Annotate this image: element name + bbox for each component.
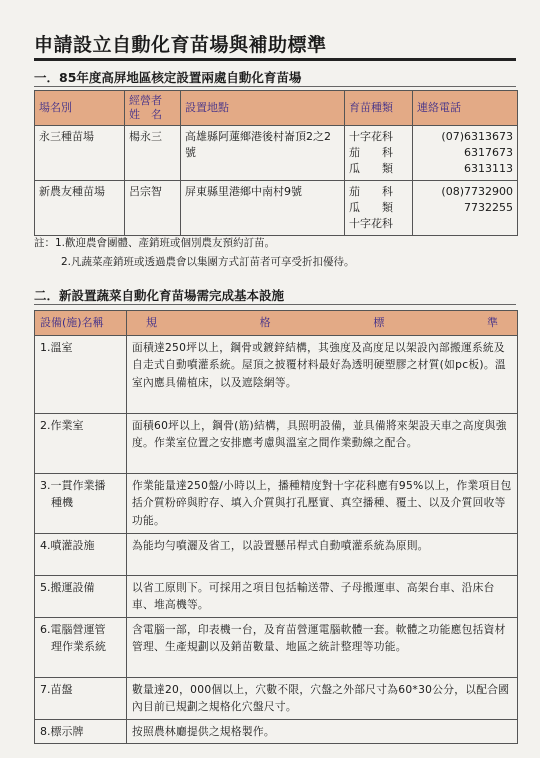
facility-spec: 面積達250坪以上，鋼骨或鍍鋅結構，其強度及高度足以架設內部搬運系統及自走式自動噴灌系統。屋頂之披覆材料最好為透明硬塑膠之材質(如pc板)。溫室內應具備植床，以及遮陰網等。 <box>127 335 518 413</box>
header-spec <box>127 311 518 336</box>
facility-name: 7.苗盤 <box>35 677 127 719</box>
header-spec-char: 規 <box>146 316 157 329</box>
facility-table <box>34 310 518 744</box>
facility-name: 6.電腦營運管 理作業系統 <box>35 617 127 677</box>
header-item: 設備(施)名稱 <box>35 311 127 336</box>
header-spec-char: 格 <box>259 316 271 329</box>
facility-spec: 以省工原則下。可採用之項目包括輸送帶、子母搬運車、高架台車、沿床台車、堆高機等。 <box>127 575 518 617</box>
facility-spec: 數量達20，000個以上，穴數不限，穴盤之外部尺寸為60*30公分，以配合國內目前已規劃之規格化穴盤尺寸。 <box>127 677 518 719</box>
facility-name: 3.一貫作業播 種機 <box>35 473 127 533</box>
facility-name: 4.噴灌設施 <box>35 533 127 575</box>
seedling-type: 茄 科 <box>349 146 393 159</box>
header-location: 設置地點 <box>181 91 345 126</box>
phone-number: 6313113 <box>464 162 513 175</box>
table-row <box>35 677 518 719</box>
section1-rule <box>34 86 516 87</box>
farm-phones <box>413 126 518 181</box>
facility-table-header <box>35 311 518 336</box>
phone-number: 7732255 <box>464 201 513 214</box>
note-2: 2.凡蔬菜產銷班或透過農會以集團方式訂苗者可享受折扣優待。 <box>61 256 355 268</box>
section2-heading: 二．新設置蔬菜自動化育苗場需完成基本設施 <box>34 288 285 303</box>
page-title: 申請設立自動化育苗場與補助標準 <box>34 34 327 56</box>
header-spec-char: 準 <box>486 316 498 329</box>
farm-name: 永三種苗場 <box>35 126 125 181</box>
farm-operator: 呂宗智 <box>125 181 181 236</box>
header-operator: 經營者 姓 名 <box>125 91 181 126</box>
farm-table <box>34 90 518 236</box>
facility-name: 8.標示牌 <box>35 719 127 744</box>
section2-rule <box>34 304 516 305</box>
table-row <box>35 335 518 413</box>
phone-number: (08)7732900 <box>441 185 513 198</box>
table-row <box>35 473 518 533</box>
table-row <box>35 719 518 744</box>
section1-heading: 一．85年度高屏地區核定設置兩處自動化育苗場 <box>34 70 302 85</box>
seedling-type: 十字花科 <box>349 217 393 230</box>
farm-phones <box>413 181 518 236</box>
header-phone: 連絡電話 <box>413 91 518 126</box>
facility-spec: 含電腦一部，印表機一台，及育苗營運電腦軟體一套。軟體之功能應包括資材管理、生產規劃以及銷苗數量、地區之統計整理等功能。 <box>127 617 518 677</box>
phone-number: 6317673 <box>464 146 513 159</box>
facility-name: 1.溫室 <box>35 335 127 413</box>
phone-number: (07)6313673 <box>441 130 513 143</box>
table-row <box>35 575 518 617</box>
table-row <box>35 126 518 181</box>
table-row <box>35 617 518 677</box>
facility-spec: 面積60坪以上，鋼骨(筋)結構，具照明設備，並具備將來架設天車之高度與強度。作業室位置之安排應考慮與溫室之間作業動線之配合。 <box>127 413 518 473</box>
header-name: 場名別 <box>35 91 125 126</box>
notes <box>34 234 355 272</box>
table-row <box>35 533 518 575</box>
header-seedling: 育苗種類 <box>345 91 413 126</box>
seedling-type: 瓜 類 <box>349 162 393 175</box>
facility-name: 5.搬運設備 <box>35 575 127 617</box>
farm-location: 高雄縣阿蓮鄉港後村崙頂2之2號 <box>181 126 345 181</box>
farm-operator: 楊永三 <box>125 126 181 181</box>
facility-spec: 為能均勻噴灑及省工，以設置懸吊桿式自動噴灌系統為原則。 <box>127 533 518 575</box>
farm-name: 新農友種苗場 <box>35 181 125 236</box>
facility-spec: 按照農林廳提供之規格製作。 <box>127 719 518 744</box>
seedling-type: 十字花科 <box>349 130 393 143</box>
farm-seedlings <box>345 181 413 236</box>
table-row <box>35 181 518 236</box>
table-row <box>35 413 518 473</box>
title-rule <box>34 58 516 61</box>
header-spec-char: 標 <box>373 316 385 329</box>
farm-table-header <box>35 91 518 126</box>
facility-name: 2.作業室 <box>35 413 127 473</box>
facility-spec: 作業能量達250盤/小時以上，播種精度對十字花科應有95%以上，作業項目包括介質粉碎與貯存、填入介質與打孔壓實、真空播種、覆土、以及介質回收等功能。 <box>127 473 518 533</box>
seedling-type: 瓜 類 <box>349 201 393 214</box>
seedling-type: 茄 科 <box>349 185 393 198</box>
note-1: 註：1.歡迎農會團體、產銷班或個別農友預約訂苗。 <box>34 237 276 249</box>
farm-location: 屏東縣里港鄉中南村9號 <box>181 181 345 236</box>
farm-seedlings <box>345 126 413 181</box>
